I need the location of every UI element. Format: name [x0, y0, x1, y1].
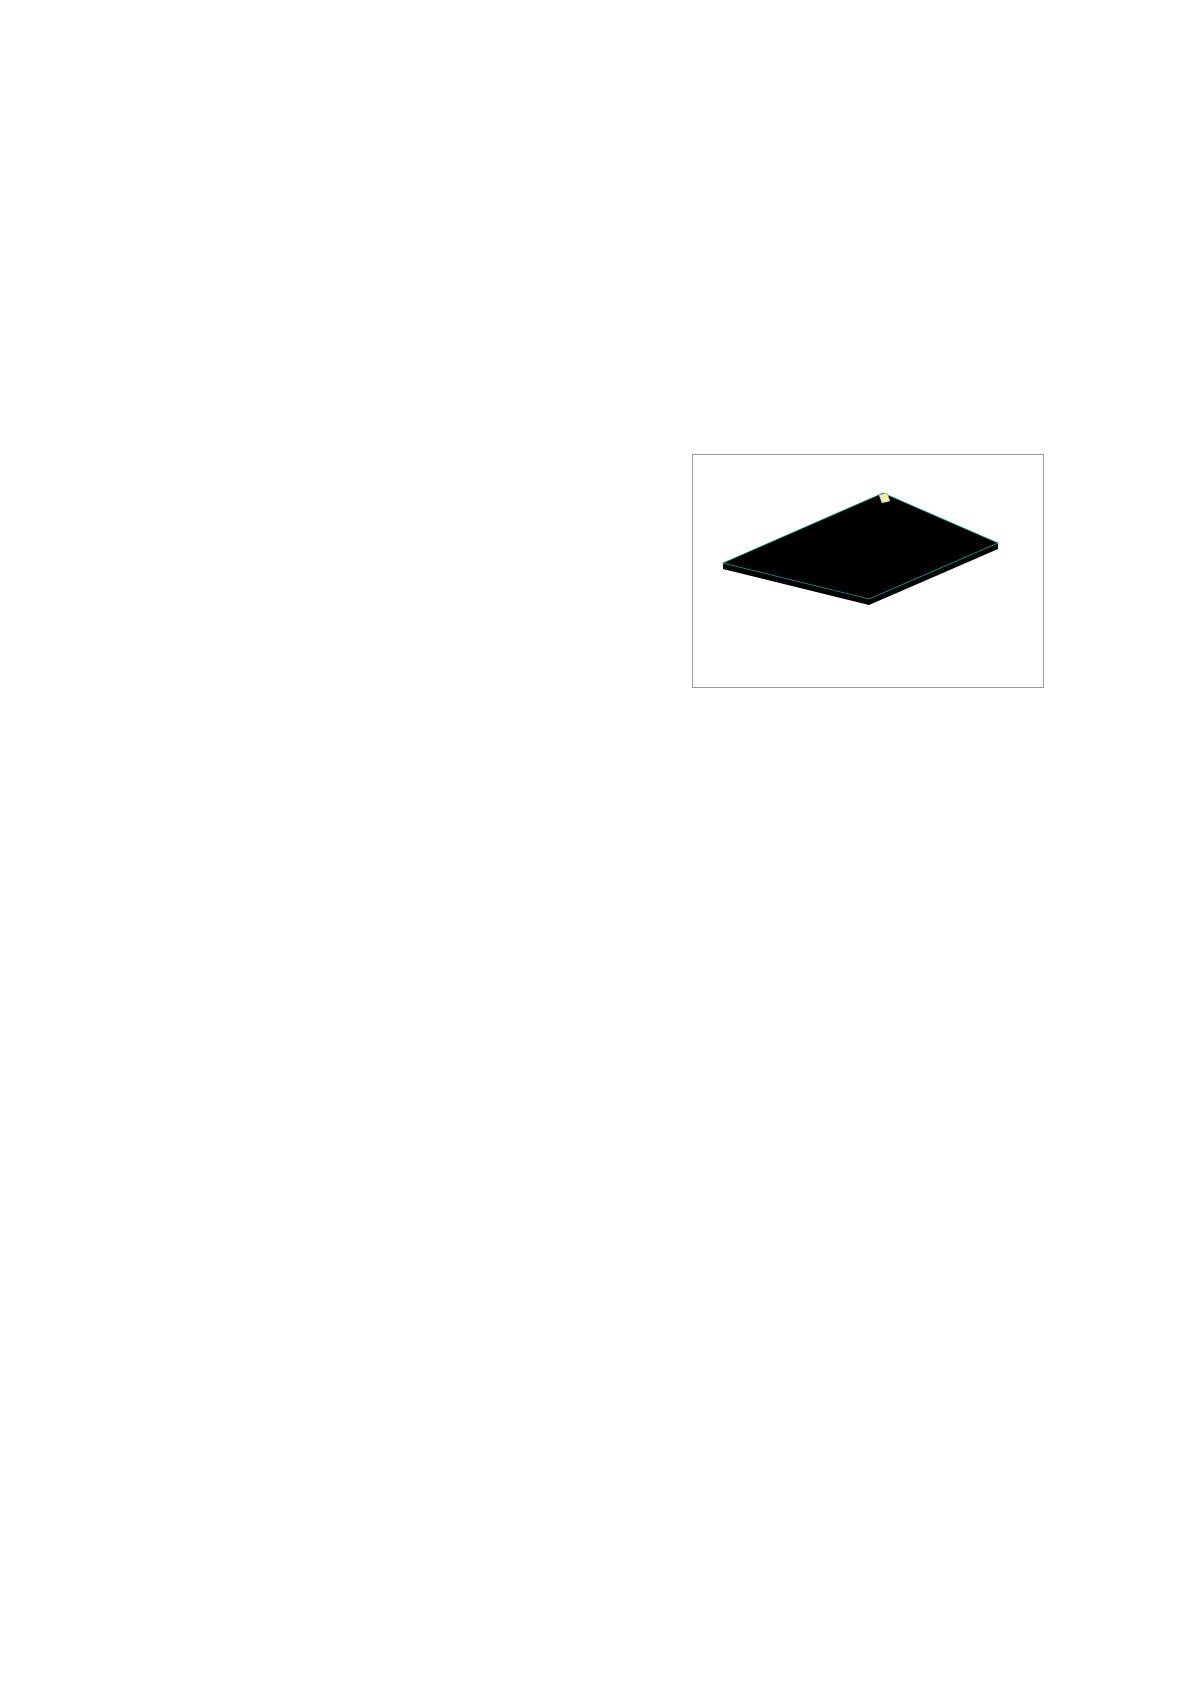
side-citation-text — [42, 530, 62, 1290]
right-column — [616, 430, 1098, 700]
left-column — [108, 426, 590, 448]
figure-1-physical-model — [692, 454, 1044, 688]
slab-3d-render — [693, 455, 1043, 687]
slab-top-face — [723, 493, 998, 599]
